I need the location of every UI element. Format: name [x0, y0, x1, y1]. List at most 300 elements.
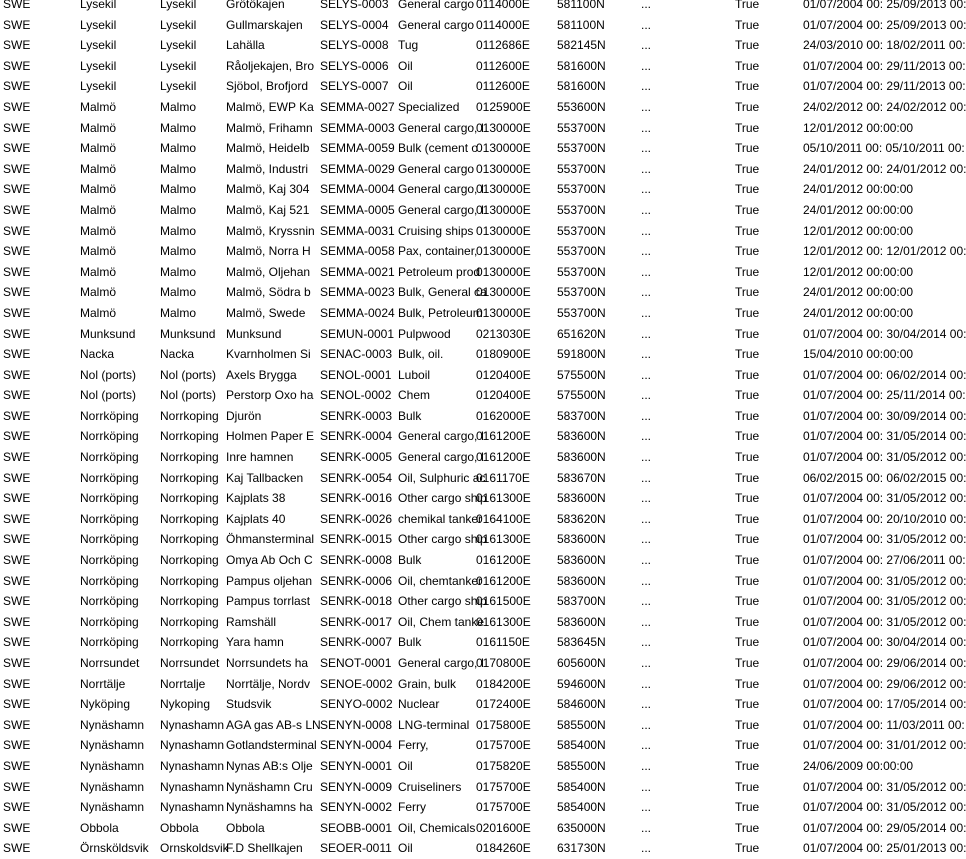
ellipsis-cell[interactable]: ... [641, 676, 652, 691]
longitude-cell[interactable]: 0180900E [476, 347, 531, 362]
port-name-ascii-cell[interactable]: Norrkoping [160, 614, 219, 629]
port-name-cell[interactable]: Malmö [80, 161, 117, 176]
country-cell[interactable]: SWE [3, 0, 31, 11]
port-name-cell[interactable]: Norrköping [80, 594, 139, 609]
dates-cell[interactable]: 01/07/2004 00: 31/05/2012 00: [803, 532, 966, 547]
flag-cell[interactable]: True [735, 264, 760, 279]
port-name-ascii-cell[interactable]: Norrkoping [160, 408, 219, 423]
flag-cell[interactable]: True [735, 614, 760, 629]
cargo-type-cell[interactable]: General cargo, I [398, 656, 485, 670]
port-name-ascii-cell[interactable]: Norrkoping [160, 491, 219, 506]
cargo-type-cell[interactable]: Cruiseliners [398, 779, 462, 794]
terminal-cell[interactable]: Malmö, Industri [226, 161, 309, 176]
latitude-cell[interactable]: 553700N [557, 202, 606, 217]
dates-cell[interactable]: 01/07/2004 00: 25/09/2013 00: [803, 0, 966, 11]
cargo-type-cell[interactable]: Pulpwood [398, 326, 451, 341]
locode-cell[interactable]: SENRK-0018 [320, 594, 393, 609]
latitude-cell[interactable]: 553700N [557, 244, 606, 259]
ellipsis-cell[interactable]: ... [641, 841, 652, 856]
terminal-cell[interactable]: Pampus oljehan [226, 573, 313, 588]
flag-cell[interactable]: True [735, 141, 760, 156]
longitude-cell[interactable]: 0175700E [476, 779, 531, 794]
latitude-cell[interactable]: 585400N [557, 779, 606, 794]
port-name-ascii-cell[interactable]: Nykoping [160, 697, 211, 712]
latitude-cell[interactable]: 583600N [557, 553, 606, 568]
terminal-cell[interactable]: Obbola [226, 820, 265, 835]
cargo-type-cell[interactable]: Oil [398, 841, 413, 856]
cargo-type-cell[interactable]: General cargo [398, 17, 475, 32]
ellipsis-cell[interactable]: ... [641, 429, 652, 444]
cargo-type-cell[interactable]: Grain, bulk [398, 676, 457, 691]
locode-cell[interactable]: SENOT-0001 [320, 656, 392, 670]
flag-cell[interactable]: True [735, 99, 760, 114]
country-cell[interactable]: SWE [3, 244, 31, 259]
ellipsis-cell[interactable]: ... [641, 141, 652, 156]
locode-cell[interactable]: SENYO-0002 [320, 697, 393, 712]
port-name-cell[interactable]: Norrköping [80, 470, 139, 485]
port-name-ascii-cell[interactable]: Norrkoping [160, 450, 219, 465]
locode-cell[interactable]: SEMUN-0001 [320, 326, 395, 341]
flag-cell[interactable]: True [735, 120, 760, 135]
country-cell[interactable]: SWE [3, 58, 31, 73]
port-name-ascii-cell[interactable]: Norrkoping [160, 635, 219, 650]
locode-cell[interactable]: SEMMA-0021 [320, 264, 395, 279]
terminal-cell[interactable]: Yara hamn [226, 635, 284, 650]
dates-cell[interactable]: 01/07/2004 00: 31/05/2012 00: [803, 779, 966, 794]
flag-cell[interactable]: True [735, 223, 760, 238]
flag-cell[interactable]: True [735, 758, 760, 773]
country-cell[interactable]: SWE [3, 99, 31, 114]
cargo-type-cell[interactable]: Oil, chemtanker [398, 573, 483, 588]
country-cell[interactable]: SWE [3, 285, 31, 300]
terminal-cell[interactable]: Lahälla [226, 38, 265, 53]
cargo-type-cell[interactable]: Bulk (cement o [398, 141, 479, 156]
dates-cell[interactable]: 12/01/2012 00: 12/01/2012 00: [803, 244, 966, 259]
country-cell[interactable]: SWE [3, 38, 31, 53]
country-cell[interactable]: SWE [3, 656, 31, 670]
dates-cell[interactable]: 01/07/2004 00: 11/03/2011 00: [803, 717, 965, 732]
flag-cell[interactable]: True [735, 326, 760, 341]
country-cell[interactable]: SWE [3, 450, 31, 465]
locode-cell[interactable]: SEMMA-0031 [320, 223, 395, 238]
ellipsis-cell[interactable]: ... [641, 820, 652, 835]
port-name-ascii-cell[interactable]: Norrsundet [160, 656, 220, 670]
port-name-cell[interactable]: Malmö [80, 285, 117, 300]
cargo-type-cell[interactable]: General cargo, I [398, 429, 485, 444]
port-name-cell[interactable]: Nynäshamn [80, 800, 145, 815]
port-name-ascii-cell[interactable]: Lysekil [160, 38, 197, 53]
port-name-ascii-cell[interactable]: Nacka [160, 347, 195, 362]
longitude-cell[interactable]: 0161170E [476, 470, 530, 485]
port-name-cell[interactable]: Nynäshamn [80, 758, 145, 773]
cargo-type-cell[interactable]: Luboil [398, 367, 431, 382]
locode-cell[interactable]: SELYS-0003 [320, 0, 389, 11]
flag-cell[interactable]: True [735, 450, 760, 465]
cargo-type-cell[interactable]: Petroleum prod [398, 264, 481, 279]
cargo-type-cell[interactable]: Nuclear [398, 697, 440, 712]
dates-cell[interactable]: 01/07/2004 00: 29/11/2013 00: [803, 79, 966, 94]
locode-cell[interactable]: SENYN-0001 [320, 758, 393, 773]
port-name-cell[interactable]: Norrköping [80, 635, 139, 650]
country-cell[interactable]: SWE [3, 182, 31, 197]
port-name-ascii-cell[interactable]: Malmo [160, 264, 197, 279]
port-name-cell[interactable]: Lysekil [80, 17, 117, 32]
longitude-cell[interactable]: 0112600E [476, 79, 530, 94]
ellipsis-cell[interactable]: ... [641, 779, 652, 794]
longitude-cell[interactable]: 0161150E [476, 635, 530, 650]
port-name-ascii-cell[interactable]: Malmo [160, 141, 197, 156]
latitude-cell[interactable]: 594600N [557, 676, 606, 691]
locode-cell[interactable]: SENYN-0009 [320, 779, 393, 794]
country-cell[interactable]: SWE [3, 553, 31, 568]
flag-cell[interactable]: True [735, 656, 760, 670]
latitude-cell[interactable]: 583600N [557, 450, 606, 465]
ellipsis-cell[interactable]: ... [641, 58, 652, 73]
flag-cell[interactable]: True [735, 676, 760, 691]
longitude-cell[interactable]: 0120400E [476, 388, 531, 403]
terminal-cell[interactable]: Nynas AB:s Olje [226, 758, 313, 773]
longitude-cell[interactable]: 0161300E [476, 491, 531, 506]
port-name-ascii-cell[interactable]: Malmo [160, 161, 197, 176]
cargo-type-cell[interactable]: Ferry, [398, 738, 429, 753]
cargo-type-cell[interactable]: Oil [398, 79, 413, 94]
port-name-cell[interactable]: Norrköping [80, 573, 139, 588]
port-name-ascii-cell[interactable]: Malmo [160, 182, 197, 197]
country-cell[interactable]: SWE [3, 635, 31, 650]
dates-cell[interactable]: 01/07/2004 00: 27/06/2011 00: [803, 553, 966, 568]
locode-cell[interactable]: SENOE-0002 [320, 676, 393, 691]
country-cell[interactable]: SWE [3, 758, 31, 773]
latitude-cell[interactable]: 553600N [557, 99, 606, 114]
flag-cell[interactable]: True [735, 408, 760, 423]
latitude-cell[interactable]: 635000N [557, 820, 606, 835]
longitude-cell[interactable]: 0161300E [476, 614, 531, 629]
dates-cell[interactable]: 15/04/2010 00:00:00 [803, 347, 914, 362]
flag-cell[interactable]: True [735, 305, 760, 320]
port-name-ascii-cell[interactable]: Ornskoldsvik [160, 841, 229, 856]
locode-cell[interactable]: SENAC-0003 [320, 347, 393, 362]
country-cell[interactable]: SWE [3, 223, 31, 238]
flag-cell[interactable]: True [735, 697, 760, 712]
cargo-type-cell[interactable]: General cargo [398, 161, 475, 176]
dates-cell[interactable]: 24/01/2012 00:00:00 [803, 285, 914, 300]
country-cell[interactable]: SWE [3, 388, 31, 403]
longitude-cell[interactable]: 0164100E [476, 511, 531, 526]
ellipsis-cell[interactable]: ... [641, 367, 652, 382]
port-name-cell[interactable]: Malmö [80, 182, 117, 197]
ellipsis-cell[interactable]: ... [641, 656, 652, 670]
longitude-cell[interactable]: 0172400E [476, 697, 531, 712]
locode-cell[interactable]: SENRK-0015 [320, 532, 393, 547]
port-name-cell[interactable]: Malmö [80, 120, 117, 135]
cargo-type-cell[interactable]: Ferry [398, 800, 426, 815]
longitude-cell[interactable]: 0130000E [476, 120, 531, 135]
flag-cell[interactable]: True [735, 635, 760, 650]
port-name-ascii-cell[interactable]: Norrkoping [160, 470, 219, 485]
dates-cell[interactable]: 01/07/2004 00: 29/06/2014 00: [803, 656, 966, 670]
cargo-type-cell[interactable]: Specialized [398, 99, 460, 114]
latitude-cell[interactable]: 553700N [557, 182, 606, 197]
flag-cell[interactable]: True [735, 573, 760, 588]
latitude-cell[interactable]: 575500N [557, 367, 606, 382]
longitude-cell[interactable]: 0130000E [476, 305, 531, 320]
country-cell[interactable]: SWE [3, 573, 31, 588]
port-name-cell[interactable]: Malmö [80, 202, 117, 217]
port-name-cell[interactable]: Norrköping [80, 553, 139, 568]
locode-cell[interactable]: SEMMA-0024 [320, 305, 395, 320]
latitude-cell[interactable]: 553700N [557, 161, 606, 176]
locode-cell[interactable]: SENRK-0004 [320, 429, 393, 444]
port-name-cell[interactable]: Nynäshamn [80, 738, 145, 753]
locode-cell[interactable]: SEMMA-0058 [320, 244, 395, 259]
dates-cell[interactable]: 24/06/2009 00:00:00 [803, 758, 914, 773]
locode-cell[interactable]: SELYS-0007 [320, 79, 389, 94]
locode-cell[interactable]: SEMMA-0029 [320, 161, 395, 176]
terminal-cell[interactable]: Norrsundets ha [226, 656, 309, 670]
dates-cell[interactable]: 01/07/2004 00: 29/11/2013 00: [803, 58, 966, 73]
port-name-cell[interactable]: Malmö [80, 305, 117, 320]
country-cell[interactable]: SWE [3, 79, 31, 94]
dates-cell[interactable]: 01/07/2004 00: 06/02/2014 00: [803, 367, 966, 382]
ellipsis-cell[interactable]: ... [641, 738, 652, 753]
cargo-type-cell[interactable]: Other cargo ship [398, 594, 487, 609]
longitude-cell[interactable]: 0170800E [476, 656, 531, 670]
longitude-cell[interactable]: 0130000E [476, 161, 531, 176]
longitude-cell[interactable]: 0175700E [476, 800, 531, 815]
flag-cell[interactable]: True [735, 17, 760, 32]
port-name-ascii-cell[interactable]: Malmo [160, 244, 197, 259]
flag-cell[interactable]: True [735, 553, 760, 568]
dates-cell[interactable]: 24/01/2012 00:00:00 [803, 305, 914, 320]
port-name-ascii-cell[interactable]: Lysekil [160, 17, 197, 32]
terminal-cell[interactable]: Malmö, Kryssnin [226, 223, 315, 238]
longitude-cell[interactable]: 0161200E [476, 429, 531, 444]
port-name-cell[interactable]: Norrköping [80, 408, 139, 423]
flag-cell[interactable]: True [735, 347, 760, 362]
terminal-cell[interactable]: Perstorp Oxo ha [226, 388, 314, 403]
ellipsis-cell[interactable]: ... [641, 717, 652, 732]
terminal-cell[interactable]: Malmö, EWP Ka [226, 99, 314, 114]
country-cell[interactable]: SWE [3, 614, 31, 629]
ellipsis-cell[interactable]: ... [641, 450, 652, 465]
locode-cell[interactable]: SEMMA-0027 [320, 99, 395, 114]
cargo-type-cell[interactable]: General cargo [398, 0, 475, 11]
flag-cell[interactable]: True [735, 244, 760, 259]
latitude-cell[interactable]: 582145N [557, 38, 606, 53]
ellipsis-cell[interactable]: ... [641, 553, 652, 568]
dates-cell[interactable]: 05/10/2011 00: 05/10/2011 00: [803, 141, 965, 156]
latitude-cell[interactable]: 553700N [557, 305, 606, 320]
latitude-cell[interactable]: 631730N [557, 841, 606, 856]
dates-cell[interactable]: 01/07/2004 00: 31/05/2014 00: [803, 429, 966, 444]
country-cell[interactable]: SWE [3, 779, 31, 794]
longitude-cell[interactable]: 0112686E [476, 38, 530, 53]
terminal-cell[interactable]: Axels Brygga [226, 367, 297, 382]
ellipsis-cell[interactable]: ... [641, 800, 652, 815]
terminal-cell[interactable]: Malmö, Frihamn [226, 120, 313, 135]
dates-cell[interactable]: 01/07/2004 00: 25/01/2013 00: [803, 841, 966, 856]
port-name-cell[interactable]: Lysekil [80, 79, 117, 94]
longitude-cell[interactable]: 0175820E [476, 758, 531, 773]
country-cell[interactable]: SWE [3, 429, 31, 444]
dates-cell[interactable]: 01/07/2004 00: 31/05/2012 00: [803, 491, 966, 506]
port-name-cell[interactable]: Obbola [80, 820, 119, 835]
flag-cell[interactable]: True [735, 800, 760, 815]
terminal-cell[interactable]: Djurön [226, 408, 262, 423]
cargo-type-cell[interactable]: Other cargo ship [398, 532, 487, 547]
ellipsis-cell[interactable]: ... [641, 79, 652, 94]
cargo-type-cell[interactable]: chemikal tanker [398, 511, 483, 526]
port-name-ascii-cell[interactable]: Malmo [160, 285, 197, 300]
port-name-ascii-cell[interactable]: Munksund [160, 326, 216, 341]
country-cell[interactable]: SWE [3, 305, 31, 320]
country-cell[interactable]: SWE [3, 347, 31, 362]
flag-cell[interactable]: True [735, 491, 760, 506]
country-cell[interactable]: SWE [3, 697, 31, 712]
port-name-ascii-cell[interactable]: Nynashamn [160, 738, 225, 753]
terminal-cell[interactable]: Studsvik [226, 697, 272, 712]
cargo-type-cell[interactable]: Oil, Chemicals [398, 820, 476, 835]
latitude-cell[interactable]: 553700N [557, 120, 606, 135]
cargo-type-cell[interactable]: Cruising ships [398, 223, 474, 238]
latitude-cell[interactable]: 581600N [557, 58, 606, 73]
dates-cell[interactable]: 01/07/2004 00: 29/05/2014 00: [803, 820, 966, 835]
latitude-cell[interactable]: 575500N [557, 388, 606, 403]
port-name-cell[interactable]: Norrköping [80, 532, 139, 547]
terminal-cell[interactable]: Öhmansterminal [226, 532, 315, 547]
locode-cell[interactable]: SELYS-0006 [320, 58, 389, 73]
locode-cell[interactable]: SENRK-0016 [320, 491, 393, 506]
port-name-ascii-cell[interactable]: Nynashamn [160, 717, 225, 732]
longitude-cell[interactable]: 0162000E [476, 408, 531, 423]
port-name-ascii-cell[interactable]: Malmo [160, 99, 197, 114]
port-name-cell[interactable]: Nol (ports) [80, 367, 137, 382]
latitude-cell[interactable]: 584600N [557, 697, 606, 712]
cargo-type-cell[interactable]: General cargo, I [398, 450, 485, 465]
longitude-cell[interactable]: 0114000E [476, 0, 530, 11]
cargo-type-cell[interactable]: Chem [398, 388, 431, 403]
dates-cell[interactable]: 01/07/2004 00: 17/05/2014 00: [803, 697, 966, 712]
port-name-ascii-cell[interactable]: Norrkoping [160, 594, 219, 609]
dates-cell[interactable]: 24/01/2012 00:00:00 [803, 202, 914, 217]
terminal-cell[interactable]: Kajplats 40 [226, 511, 286, 526]
longitude-cell[interactable]: 0130000E [476, 202, 531, 217]
port-name-cell[interactable]: Lysekil [80, 38, 117, 53]
cargo-type-cell[interactable]: Tug [398, 38, 419, 53]
country-cell[interactable]: SWE [3, 17, 31, 32]
country-cell[interactable]: SWE [3, 202, 31, 217]
flag-cell[interactable]: True [735, 738, 760, 753]
ellipsis-cell[interactable]: ... [641, 614, 652, 629]
dates-cell[interactable]: 01/07/2004 00: 31/05/2012 00: [803, 594, 966, 609]
longitude-cell[interactable]: 0130000E [476, 182, 531, 197]
ellipsis-cell[interactable]: ... [641, 0, 652, 11]
country-cell[interactable]: SWE [3, 532, 31, 547]
locode-cell[interactable]: SEOER-0011 [320, 841, 392, 856]
port-name-cell[interactable]: Malmö [80, 244, 117, 259]
cargo-type-cell[interactable]: Oil [398, 758, 413, 773]
country-cell[interactable]: SWE [3, 367, 31, 382]
longitude-cell[interactable]: 0201600E [476, 820, 531, 835]
port-name-cell[interactable]: Munksund [80, 326, 136, 341]
dates-cell[interactable]: 24/01/2012 00:00:00 [803, 182, 914, 197]
dates-cell[interactable]: 01/07/2004 00: 25/09/2013 00: [803, 17, 966, 32]
port-name-ascii-cell[interactable]: Malmo [160, 202, 197, 217]
latitude-cell[interactable]: 605600N [557, 656, 606, 670]
terminal-cell[interactable]: Pampus torrlast [226, 594, 311, 609]
ellipsis-cell[interactable]: ... [641, 244, 652, 259]
flag-cell[interactable]: True [735, 79, 760, 94]
port-name-ascii-cell[interactable]: Nol (ports) [160, 367, 217, 382]
port-name-cell[interactable]: Norrsundet [80, 656, 140, 670]
country-cell[interactable]: SWE [3, 820, 31, 835]
locode-cell[interactable]: SENRK-0026 [320, 511, 393, 526]
terminal-cell[interactable]: Holmen Paper E [226, 429, 315, 444]
port-name-cell[interactable]: Lysekil [80, 58, 117, 73]
cargo-type-cell[interactable]: Oil, Sulphuric ac [398, 470, 486, 485]
dates-cell[interactable]: 24/03/2010 00: 18/02/2011 00: [803, 38, 966, 53]
longitude-cell[interactable]: 0184200E [476, 676, 531, 691]
terminal-cell[interactable]: Gotlandsterminal [226, 738, 317, 753]
locode-cell[interactable]: SELYS-0008 [320, 38, 389, 53]
ellipsis-cell[interactable]: ... [641, 161, 652, 176]
dates-cell[interactable]: 01/07/2004 00: 20/10/2010 00: [803, 511, 966, 526]
locode-cell[interactable]: SEMMA-0005 [320, 202, 395, 217]
flag-cell[interactable]: True [735, 594, 760, 609]
ellipsis-cell[interactable]: ... [641, 305, 652, 320]
dates-cell[interactable]: 01/07/2004 00: 31/05/2012 00: [803, 800, 966, 815]
country-cell[interactable]: SWE [3, 470, 31, 485]
port-name-cell[interactable]: Norrköping [80, 429, 139, 444]
port-name-ascii-cell[interactable]: Nynashamn [160, 800, 225, 815]
dates-cell[interactable]: 01/07/2004 00: 25/11/2014 00: [803, 388, 966, 403]
port-name-cell[interactable]: Nyköping [80, 697, 131, 712]
cargo-type-cell[interactable]: Oil [398, 58, 413, 73]
country-cell[interactable]: SWE [3, 717, 31, 732]
ellipsis-cell[interactable]: ... [641, 38, 652, 53]
flag-cell[interactable]: True [735, 779, 760, 794]
terminal-cell[interactable]: Malmö, Södra b [226, 285, 311, 300]
country-cell[interactable]: SWE [3, 264, 31, 279]
longitude-cell[interactable]: 0112600E [476, 58, 530, 73]
terminal-cell[interactable]: Nynäshamn Cru [226, 779, 313, 794]
ellipsis-cell[interactable]: ... [641, 573, 652, 588]
country-cell[interactable]: SWE [3, 326, 31, 341]
flag-cell[interactable]: True [735, 532, 760, 547]
flag-cell[interactable]: True [735, 161, 760, 176]
ellipsis-cell[interactable]: ... [641, 182, 652, 197]
ellipsis-cell[interactable]: ... [641, 635, 652, 650]
cargo-type-cell[interactable]: LNG-terminal [398, 717, 470, 732]
country-cell[interactable]: SWE [3, 141, 31, 156]
flag-cell[interactable]: True [735, 820, 760, 835]
ellipsis-cell[interactable]: ... [641, 470, 652, 485]
flag-cell[interactable]: True [735, 841, 760, 856]
latitude-cell[interactable]: 583600N [557, 532, 606, 547]
locode-cell[interactable]: SENRK-0017 [320, 614, 393, 629]
ellipsis-cell[interactable]: ... [641, 408, 652, 423]
terminal-cell[interactable]: Munksund [226, 326, 282, 341]
cargo-type-cell[interactable]: Bulk [398, 553, 422, 568]
locode-cell[interactable]: SEOBB-0001 [320, 820, 393, 835]
dates-cell[interactable]: 01/07/2004 00: 31/05/2012 00: [803, 450, 966, 465]
longitude-cell[interactable]: 0114000E [476, 17, 530, 32]
ellipsis-cell[interactable]: ... [641, 202, 652, 217]
dates-cell[interactable]: 01/07/2004 00: 31/01/2012 00: [803, 738, 966, 753]
latitude-cell[interactable]: 583600N [557, 614, 606, 629]
longitude-cell[interactable]: 0130000E [476, 141, 531, 156]
dates-cell[interactable]: 01/07/2004 00: 31/05/2012 00: [803, 573, 966, 588]
